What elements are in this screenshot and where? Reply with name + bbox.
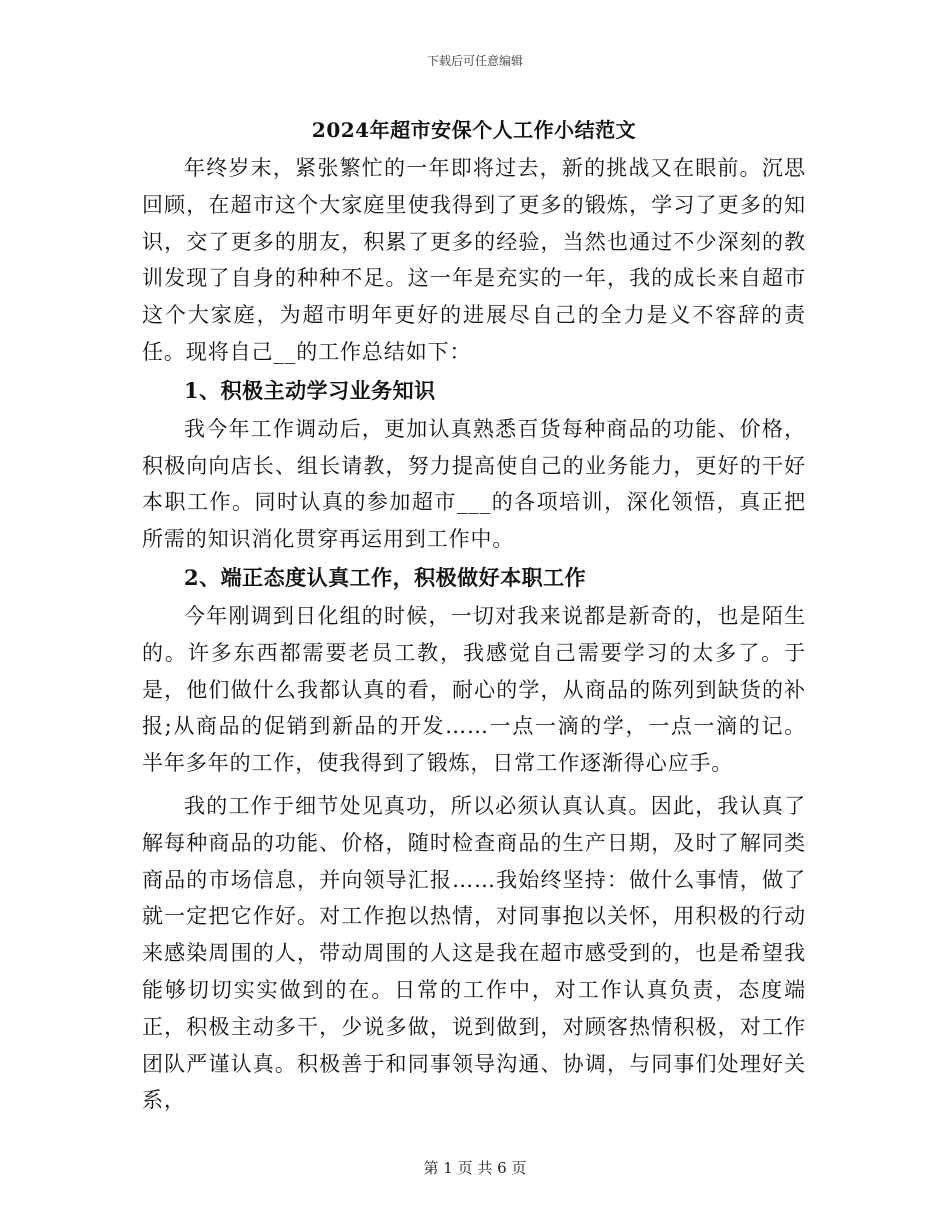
page-footer-number: 第 1 页 共 6 页 bbox=[423, 1159, 527, 1177]
section-2-heading: 2、端正态度认真工作，积极做好本职工作 bbox=[184, 564, 587, 590]
intro-paragraph: 年终岁末，紧张繁忙的一年即将过去，新的挑战又在眼前。沉思回顾，在超市这个大家庭里使我得到了更多的锻炼，学习了更多的知识，交了更多的朋友，积累了更多的经验，当然也通过不少深刻的教训发现了自身的种种不足。这一年是充实的一年，我的成长来自超市这个大家庭，为超市明年更好的进展尽自己的全力是义不容辞的责任。现将自己__的工作总结如下： bbox=[142, 156, 806, 364]
document-body bbox=[142, 112, 806, 1119]
section-2-paragraph-2: 我的工作于细节处见真功，所以必须认真认真。因此，我认真了解每种商品的功能、价格，随时检查商品的生产日期，及时了解同类商品的市场信息，并向领导汇报……我始终坚持：做什么事情，做了就一定把它作好。对工作抱以热情，对同事抱以关怀，用积极的行动来感染周围的人，带动周围的人这是我在超市感受到的，也是希望我能够切切实实做到的在。日常的工作中，对工作认真负责，态度端正，积极主动多干，少说多做，说到做到，对顾客热情积极，对工作团队严谨认真。积极善于和同事领导沟通、协调，与同事们处理好关系， bbox=[142, 793, 806, 1113]
page-header-note: 下载后可任意编辑 bbox=[426, 54, 523, 68]
section-1-heading: 1、积极主动学习业务知识 bbox=[184, 377, 436, 403]
document-title: 2024年超市安保个人工作小结范文 bbox=[311, 118, 637, 142]
section-2-paragraph-1: 今年刚调到日化组的时候，一切对我来说都是新奇的，也是陌生的。许多东西都需要老员工教，我感觉自己需要学习的太多了。于是，他们做什么我都认真的看，耐心的学，从商品的陈列到缺货的补报;从商品的促销到新品的开发……一点一滴的学，一点一滴的记。半年多年的工作，使我得到了锻炼，日常工作逐渐得心应手。 bbox=[142, 603, 806, 776]
section-1-paragraph: 我今年工作调动后，更加认真熟悉百货每种商品的功能、价格，积极向向店长、组长请教，努力提高使自己的业务能力，更好的干好本职工作。同时认真的参加超市___的各项培训，深化领悟，真正把所需的知识消化贯穿再运用到工作中。 bbox=[142, 416, 806, 552]
